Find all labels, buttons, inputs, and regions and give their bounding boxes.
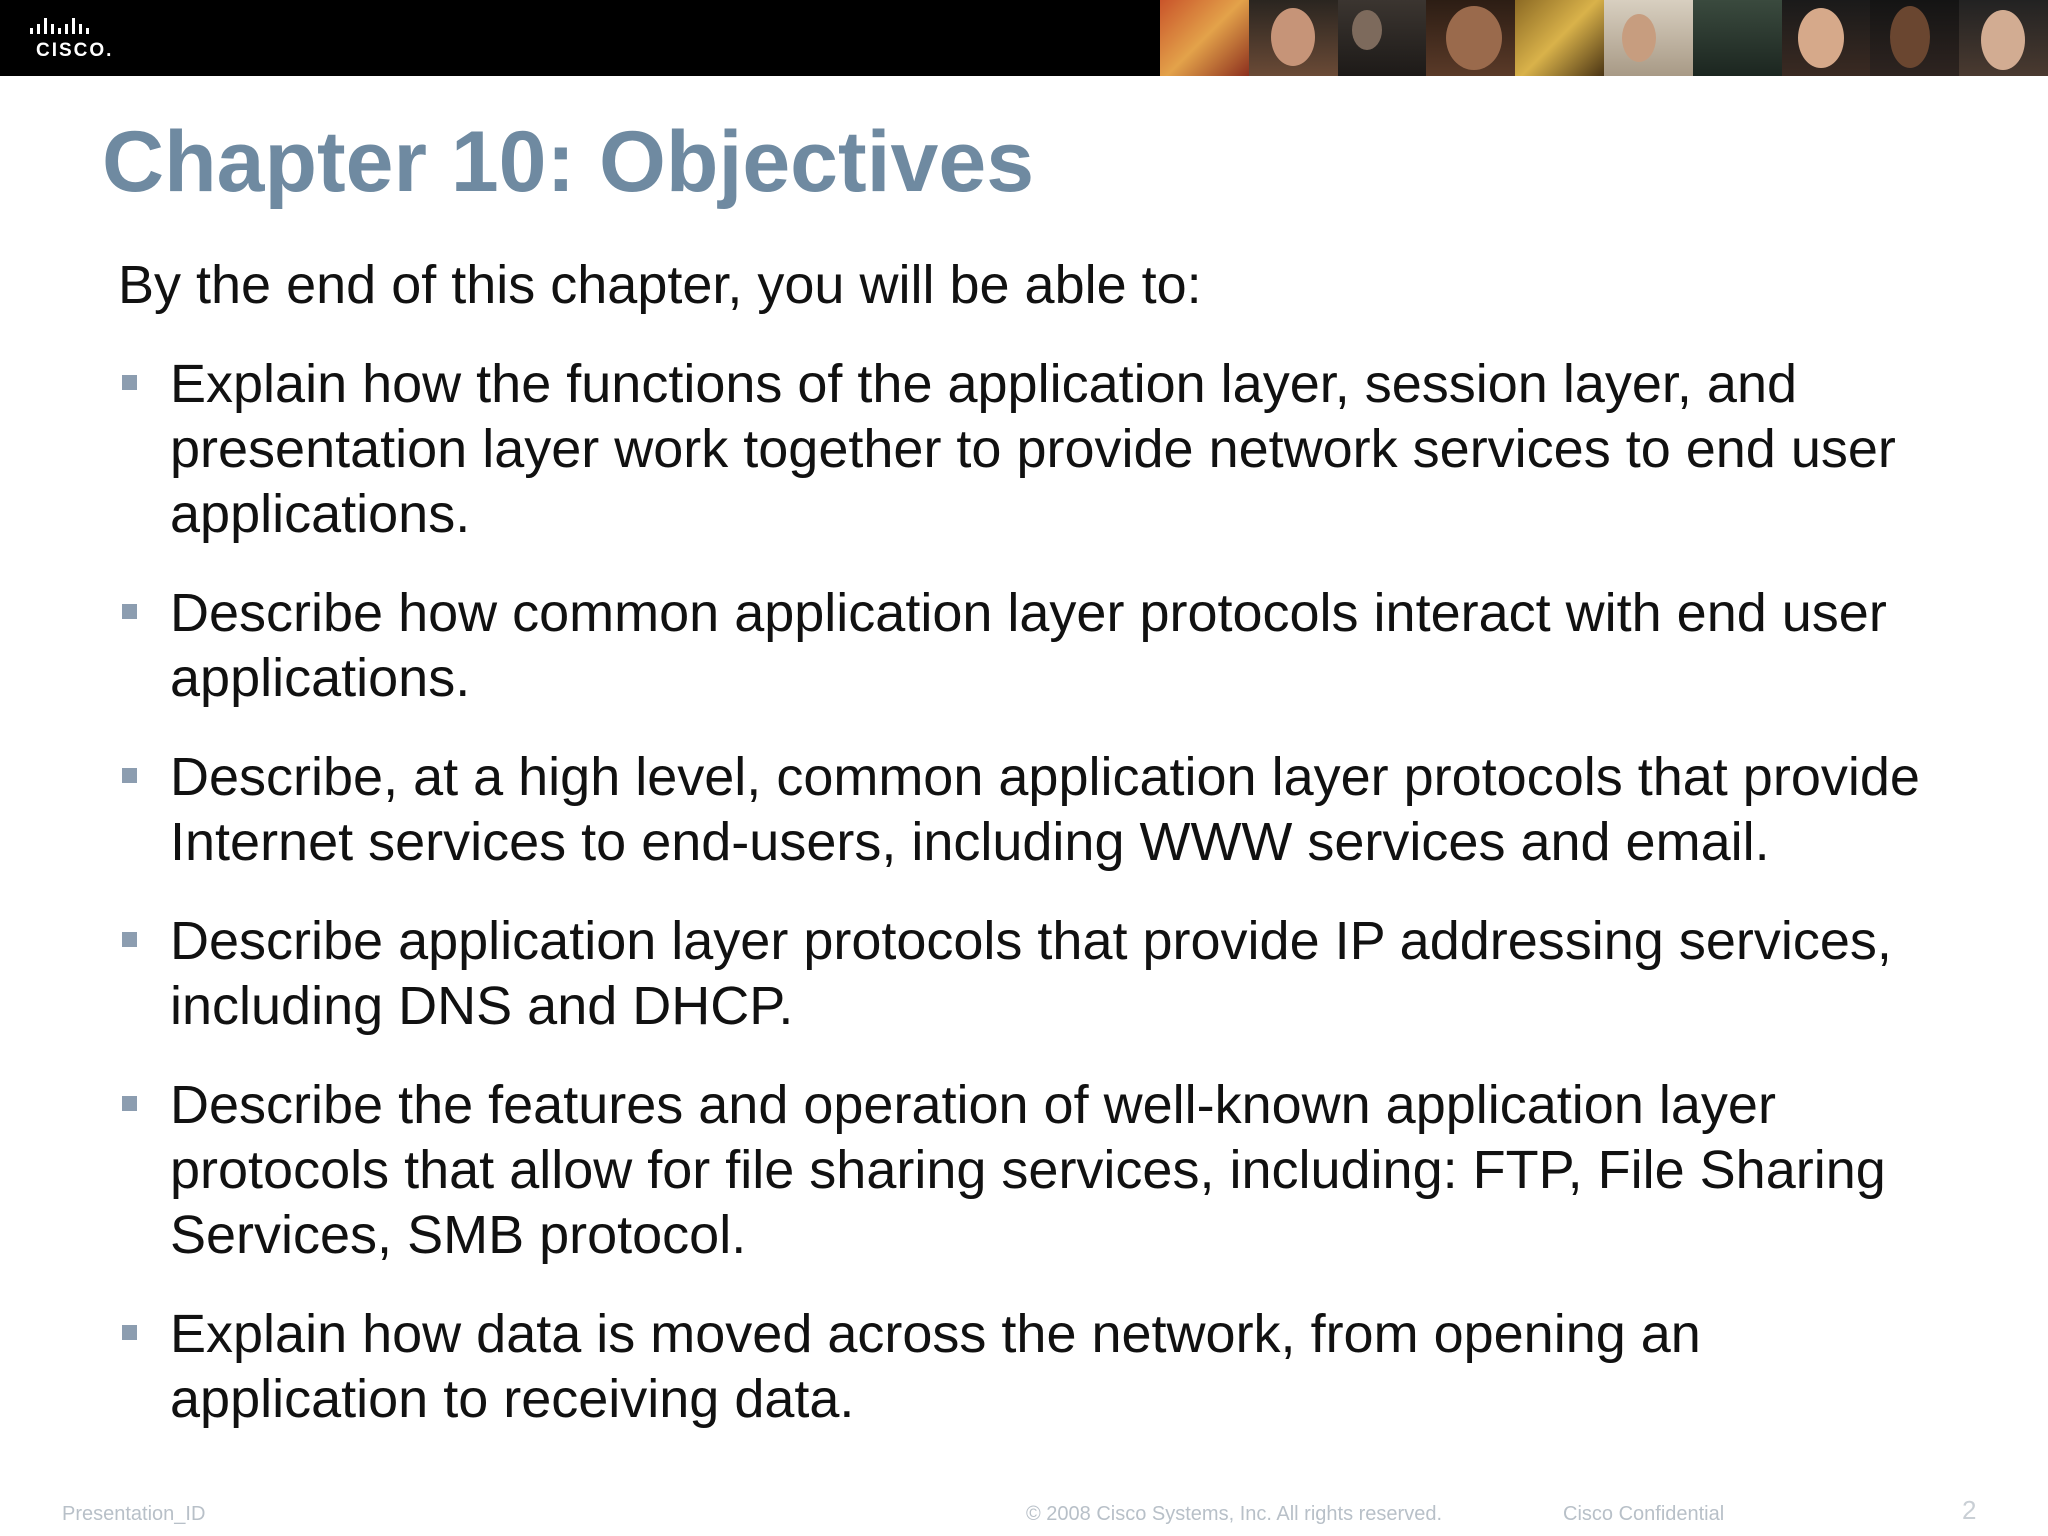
header-photo [1959,0,2048,76]
page-number: 2 [1962,1495,1977,1525]
header-photo [1870,0,1959,76]
objective-text: Explain how data is moved across the network, from opening an application to receiving data. [170,1304,1701,1429]
header-bar [0,0,2048,76]
objective-item [118,909,1938,1039]
footer-presentation-id: Presentation_ID [62,1503,206,1525]
objective-item [118,352,1938,547]
objective-text: Describe, at a high level, common application layer protocols that provide Internet services to end-users, including WWW services and email. [170,747,1920,872]
header-photo [1604,0,1693,76]
square-bullet-icon [122,768,137,783]
header-photo [1249,0,1338,76]
slide-title: Chapter 10: Objectives [102,114,1035,210]
square-bullet-icon [122,375,137,390]
objective-item [118,1073,1938,1268]
objective-item [118,1302,1938,1432]
slide-intro: By the end of this chapter, you will be able to: [118,255,1202,315]
objective-text: Explain how the functions of the application layer, session layer, and presentation layer work together to provide network services to end user applications. [170,354,1896,544]
square-bullet-icon [122,1096,137,1111]
square-bullet-icon [122,1325,137,1340]
header-photo [1338,0,1427,76]
header-photo [1782,0,1871,76]
cisco-logo-text: CISCO. [36,40,114,61]
header-photo-strip [1160,0,2048,76]
objectives-list [118,352,1938,1466]
objective-item [118,581,1938,711]
footer-confidential: Cisco Confidential [1563,1503,1725,1525]
objective-item [118,745,1938,875]
square-bullet-icon [122,932,137,947]
objective-text: Describe how common application layer protocols interact with end user applications. [170,583,1887,708]
footer-copyright: © 2008 Cisco Systems, Inc. All rights reserved. [1026,1503,1443,1525]
header-photo [1693,0,1782,76]
header-photo [1515,0,1604,76]
header-photo [1160,0,1249,76]
objective-text: Describe the features and operation of well-known application layer protocols that allow for file sharing services, including: FTP, File Sharing Services, SMB protocol. [170,1075,1886,1265]
square-bullet-icon [122,604,137,619]
header-photo [1426,0,1515,76]
objective-text: Describe application layer protocols that provide IP addressing services, including DNS and DHCP. [170,911,1892,1036]
